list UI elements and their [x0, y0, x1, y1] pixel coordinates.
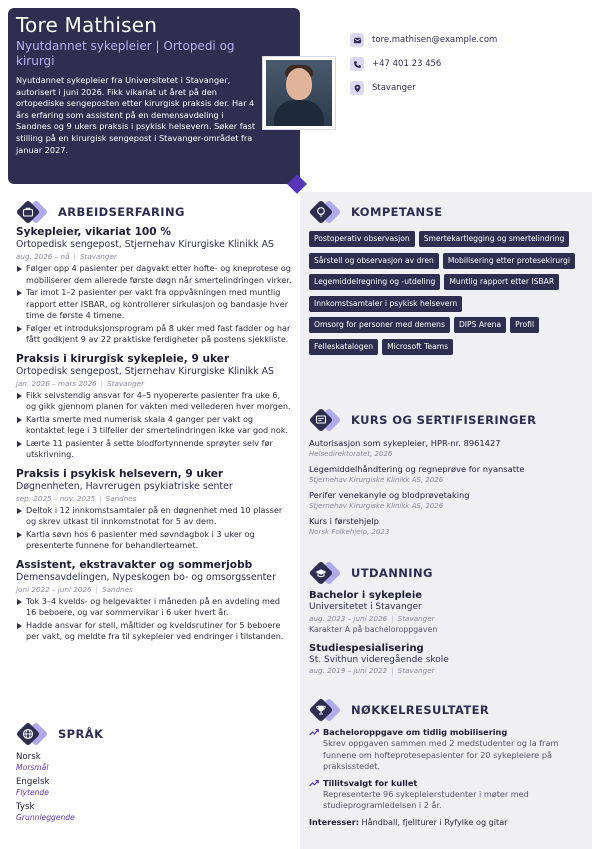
header-block	[8, 8, 300, 184]
graduation-cap-icon	[314, 566, 328, 580]
job-item	[16, 226, 292, 346]
job-title: Praksis i psykisk helsevern, 9 uker	[16, 467, 224, 480]
job-bullet: Tar imot 1–2 pasienter per vakt fra oppvåkningen med muntlig rapport etter ISBAR, og kontrollerer sirkulasjon og bandasje hver time de første 4 timene.	[16, 287, 292, 322]
job-bullet: Hadde ansvar for stell, måltider og kveldsrutiner for 5 beboere per vakt, og meldte fra til sykepleier ved endringer i tilstanden.	[16, 620, 292, 643]
phone-text: +47 401 23 456	[372, 59, 442, 69]
trophy-icon	[314, 703, 328, 717]
course-item: Perifer venekanyle og blodprøvetaking Stjernehav Kirurgiske Klinikk AS, 2026	[309, 490, 470, 510]
lightbulb-icon	[314, 205, 328, 219]
job-bullet: Lærte 11 pasienter å sette blodfortynnende sprøyter selv før utskrivning.	[16, 438, 292, 461]
skill-tag: Profil	[510, 317, 539, 333]
courses-title: KURS OG SERTIFISERINGER	[351, 413, 537, 427]
education-item: Studiespesialisering St. Svithun videregående skole aug. 2019 – juni 2022 | Stavanger	[309, 642, 449, 675]
job-bullet: Følger opp 4 pasienter per dagvakt etter hofte- og kneprotese og mobiliserer dem allerede første døgn når smertelindringen virker.	[16, 263, 292, 286]
job-meta: jan. 2026 – mars 2026 | Stavanger	[16, 378, 145, 388]
mail-icon	[350, 33, 364, 47]
experience-list	[16, 226, 292, 650]
phone-icon	[350, 57, 364, 71]
results-heading	[309, 698, 489, 722]
education-item: Bachelor i sykepleie Universitetet i Stavanger aug. 2023 – juni 2026 | Stavanger Karakter A på bacheloroppgaven	[309, 590, 438, 634]
trend-up-icon	[309, 728, 319, 736]
result-item: Bacheloroppgave om tidlig mobilisering Skrev oppgaven sammen med 2 medstudenter og la fram funnene om hofteprotesepasienter for 20 sykepleiere på praksisstedet.	[309, 727, 589, 773]
job-meta: aug. 2026 – nå | Stavanger	[16, 252, 117, 261]
courses-heading	[309, 408, 536, 432]
skill-tag: Mobilisering etter protesekirurgi	[443, 253, 575, 269]
location-text: Stavanger	[372, 83, 416, 93]
email-text: tore.mathisen@example.com	[372, 35, 498, 45]
skills-heading	[309, 200, 443, 224]
job-item	[16, 353, 292, 461]
job-item	[16, 559, 292, 643]
trend-up-icon	[309, 779, 319, 787]
skill-tag: Legemiddelregning og -utdeling	[309, 274, 440, 290]
job-organization: Demensavdelingen, Nypeskogen bo- og omsorgssenter	[16, 571, 276, 583]
language-item: Norsk Morsmål	[16, 752, 49, 772]
job-bullet: Kartla smerte med numerisk skala 4 ganger per vakt og kontaktet lege i 3 tilfeller der smertelindringen ikke var god nok.	[16, 414, 292, 437]
skill-tag: DIPS Arena	[454, 317, 506, 333]
globe-icon	[21, 727, 35, 741]
profile-summary: Nyutdannet sykepleier fra Universitetet i Stavanger, autorisert i juni 2026. Fikk vikariat ut året på den ortopediske sengeposten etter kirurgisk praksis der. Har 4 års erfaring som assistent på en demensavdeling i Sandnes og 9 ukers praksis i psykisk helsevern. Søker fast stilling på en kirurgisk sengepost i Stavanger-området fra januar 2027.	[16, 75, 256, 155]
results-list	[309, 727, 589, 828]
skill-tags	[309, 231, 589, 360]
location-pin-icon	[350, 81, 364, 95]
skills-title: KOMPETANSE	[351, 205, 443, 219]
languages-heading	[16, 722, 103, 746]
certificate-icon	[314, 413, 328, 427]
job-meta: juni 2022 – juni 2026 | Sandnes	[16, 584, 133, 594]
interests-line: Interesser: Håndball, fjellturer i Ryfylke og gitar	[309, 816, 508, 827]
skill-tag: Innkomstsamtaler i psykisk helsevern	[309, 296, 462, 312]
candidate-name: Tore Mathisen	[16, 13, 158, 37]
language-item: Tysk Grunnleggende	[16, 802, 75, 822]
job-bullet: Deltok i 12 innkomstsamtaler på en døgnenhet med 10 plasser og skrev utkast til innkomstnotat for 5 av dem.	[16, 505, 292, 528]
job-meta: sep. 2025 – nov. 2025 | Sandnes	[16, 493, 137, 503]
experience-heading	[16, 200, 185, 224]
candidate-title: Nyutdannet sykepleier | Ortopedi og kirurgi	[16, 39, 235, 68]
skill-tag: Postoperativ observasjon	[309, 231, 415, 247]
course-list	[309, 438, 589, 542]
briefcase-icon	[21, 205, 35, 219]
education-list	[309, 590, 589, 684]
language-list	[16, 752, 75, 827]
contact-phone[interactable]	[350, 56, 497, 72]
job-title: Sykepleier, vikariat 100 %	[16, 226, 171, 238]
result-item: Tillitsvalgt for kullet Representerte 96 sykepleierstudenter i møter med studieprogramledelsen i 2 år.	[309, 778, 589, 812]
job-title: Praksis i kirurgisk sykepleie, 9 uker	[16, 352, 230, 365]
languages-title: SPRÅK	[58, 727, 104, 741]
job-item	[16, 468, 292, 552]
education-title: UTDANNING	[351, 566, 433, 580]
contact-location	[350, 80, 497, 96]
skill-tag: Muntlig rapport etter ISBAR	[444, 274, 559, 290]
skill-tag: Smertekartlegging og smertelindring	[419, 231, 570, 247]
course-item: Kurs i førstehjelp Norsk Folkehjelp, 2023	[309, 516, 390, 536]
job-organization: Ortopedisk sengepost, Stjernehav Kirurgiske Klinikk AS	[16, 365, 274, 377]
experience-title: ARBEIDSERFARING	[58, 205, 185, 219]
course-item: Legemiddelhåndtering og regneprøve for nyansatte Stjernehav Kirurgiske Klinikk AS, 2026	[309, 464, 525, 484]
education-heading	[309, 561, 433, 585]
skill-tag: Sårstell og observasjon av dren	[309, 253, 439, 269]
job-title: Assistent, ekstravakter og sommerjobb	[16, 558, 253, 571]
job-bullet: Fikk selvstendig ansvar for 4–5 nyopererte pasienter fra uke 6, og gikk gjennom planen for vakten med veilederen hver morgen.	[16, 390, 292, 413]
course-item: Autorisasjon som sykepleier, HPR-nr. 8961427 Helsedirektoratet, 2026	[309, 438, 501, 458]
job-organization: Døgnenheten, Havrerugen psykiatriske senter	[16, 480, 233, 492]
job-bullet: Tok 3–4 kvelds- og helgevakter i måneden på en avdeling med 16 beboere, og var sommervikar i 6 uker hvert år.	[16, 596, 292, 619]
skill-tag: Omsorg for personer med demens	[309, 317, 450, 333]
skill-tag: Felleskatalogen	[309, 339, 378, 355]
profile-photo	[262, 56, 336, 130]
results-title: NØKKELRESULTATER	[351, 703, 490, 717]
language-item: Engelsk Flytende	[16, 777, 50, 797]
job-bullet: Kartla søvn hos 6 pasienter med søvndagbok i 3 uker og presenterte funnene for behandlerteamet.	[16, 529, 292, 552]
job-bullet: Følger et introduksjonsprogram på 8 uker med fast fadder og har fått godkjent 9 av 22 praktiske ferdigheter på postens sjekkliste.	[16, 323, 292, 346]
contact-email[interactable]	[350, 32, 497, 48]
skill-tag: Microsoft Teams	[382, 339, 453, 355]
contact-list	[350, 32, 497, 104]
job-organization: Ortopedisk sengepost, Stjernehav Kirurgiske Klinikk AS	[16, 239, 274, 250]
